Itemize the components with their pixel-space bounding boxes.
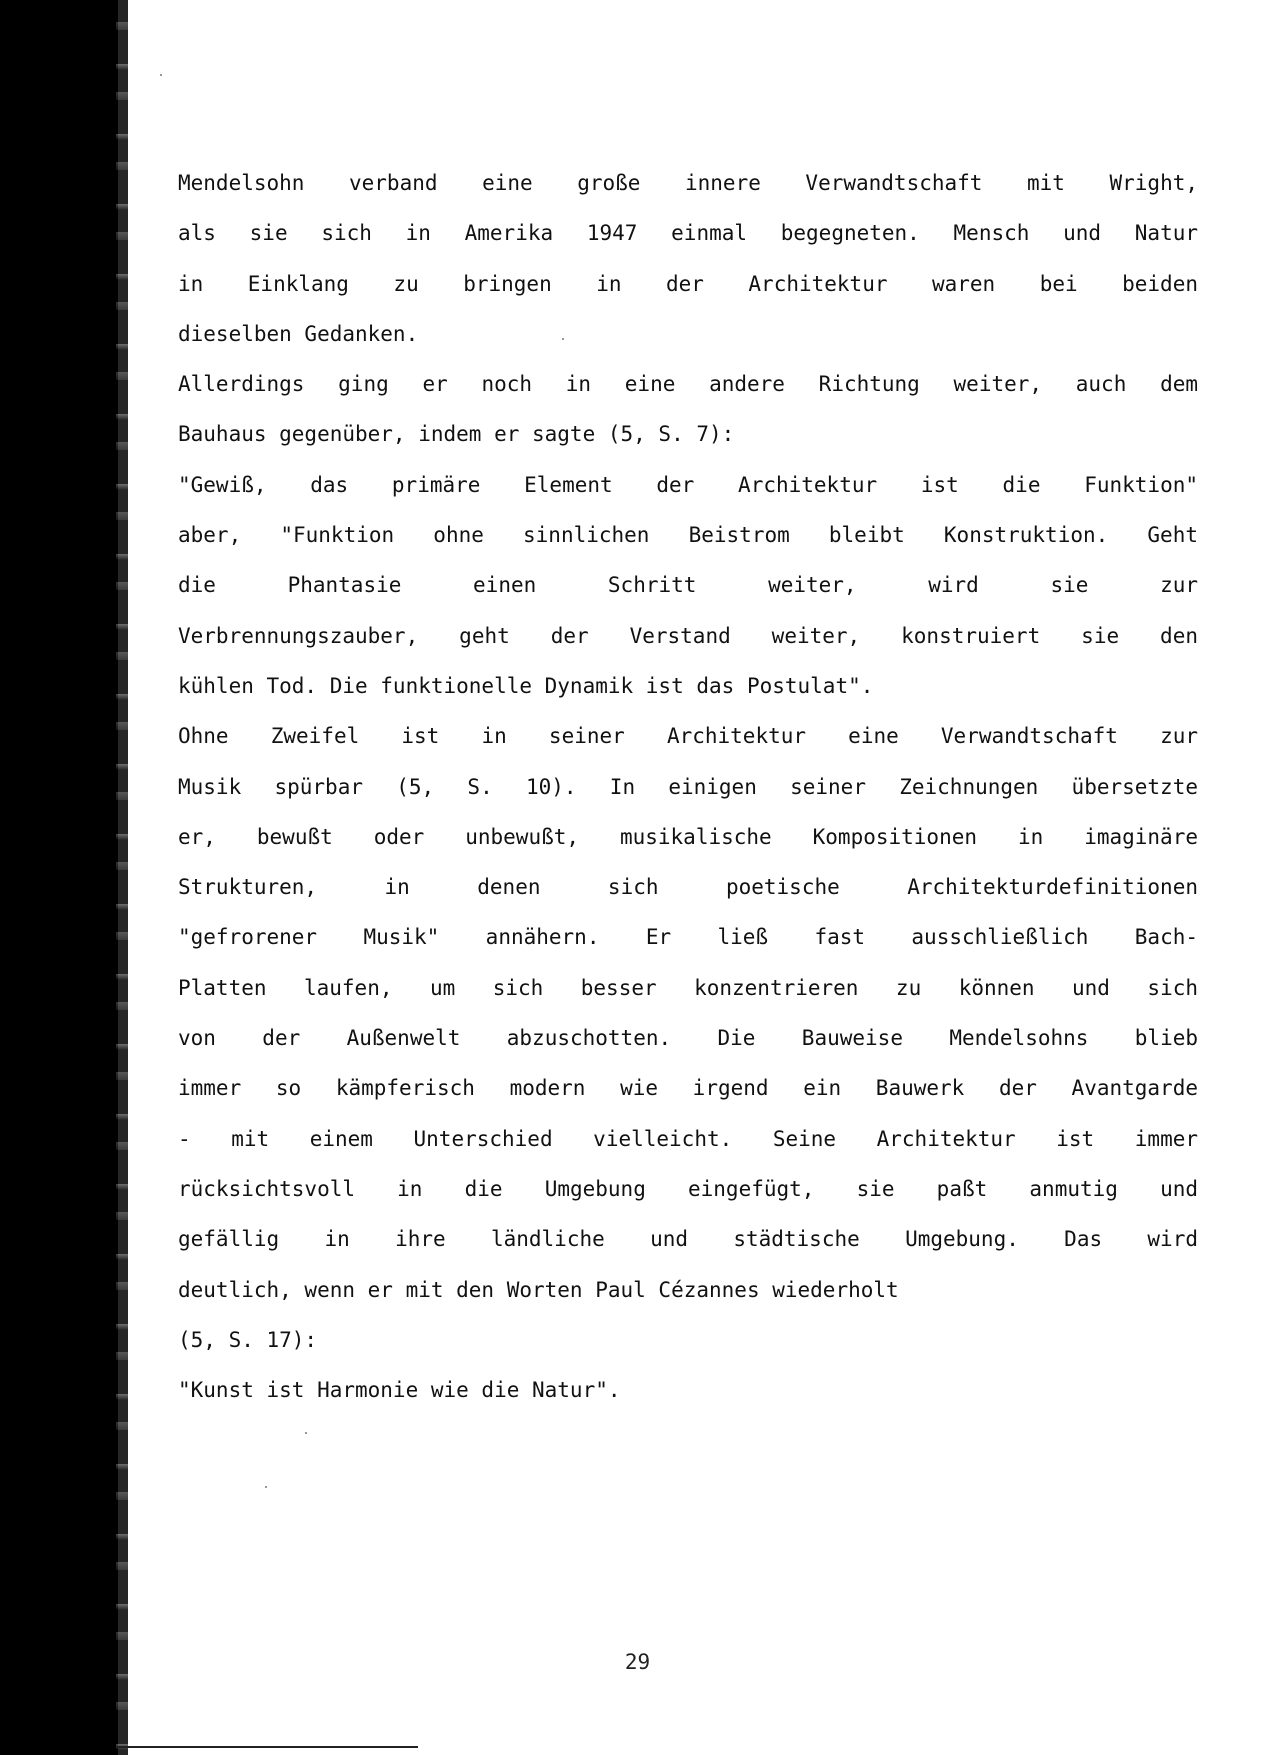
text-line: als sie sich in Amerika 1947 einmal begegneten. Mensch und Natur: [178, 221, 1198, 246]
text-line: aber, "Funktion ohne sinnlichen Beistrom bleibt Konstruktion. Geht: [178, 523, 1198, 548]
scan-speck: [160, 74, 162, 76]
text-line: "gefrorener Musik" annähern. Er ließ fast ausschließlich Bach-: [178, 925, 1198, 950]
text-line: (5, S. 17):: [178, 1327, 318, 1352]
text-line: er, bewußt oder unbewußt, musikalische Kompositionen in imaginäre: [178, 824, 1198, 849]
text-line: - mit einem Unterschied vielleicht. Seine Architektur ist immer: [178, 1126, 1198, 1151]
scan-binding-edge: [0, 0, 118, 1755]
page-number: 29: [624, 1650, 651, 1674]
text-line: "Gewiß, das primäre Element der Architektur ist die Funktion": [178, 472, 1198, 497]
text-line: Strukturen, in denen sich poetische Architekturdefinitionen: [178, 875, 1198, 900]
body-text: [178, 158, 1198, 1415]
text-line: kühlen Tod. Die funktionelle Dynamik ist das Postulat".: [178, 673, 874, 698]
text-line: Ohne Zweifel ist in seiner Architektur eine Verwandtschaft zur: [178, 724, 1198, 749]
text-line: deutlich, wenn er mit den Worten Paul Cézannes wiederholt: [178, 1277, 899, 1302]
text-line: Bauhaus gegenüber, indem er sagte (5, S. 7):: [178, 422, 735, 447]
text-line: in Einklang zu bringen in der Architektur waren bei beiden: [178, 271, 1198, 296]
text-line: gefällig in ihre ländliche und städtische Umgebung. Das wird: [178, 1227, 1198, 1252]
text-line: dieselben Gedanken.: [178, 321, 419, 346]
text-line: die Phantasie einen Schritt weiter, wird sie zur: [178, 573, 1198, 598]
text-line: Mendelsohn verband eine große innere Verwandtschaft mit Wright,: [178, 171, 1198, 195]
text-line: Platten laufen, um sich besser konzentrieren zu können und sich: [178, 975, 1198, 1000]
scan-speck: [305, 1432, 307, 1434]
text-line: immer so kämpferisch modern wie irgend ein Bauwerk der Avantgarde: [178, 1076, 1198, 1101]
text-line: rücksichtsvoll in die Umgebung eingefügt, sie paßt anmutig und: [178, 1176, 1198, 1201]
scan-bottom-rule: [118, 1746, 418, 1748]
scan-speck: [265, 1486, 267, 1488]
text-line: Verbrennungszauber, geht der Verstand weiter, konstruiert sie den: [178, 623, 1198, 648]
text-line: Allerdings ging er noch in eine andere Richtung weiter, auch dem: [178, 372, 1198, 397]
text-line: "Kunst ist Harmonie wie die Natur".: [178, 1378, 621, 1403]
text-line: Musik spürbar (5, S. 10). In einigen seiner Zeichnungen übersetzte: [178, 774, 1198, 799]
text-line: von der Außenwelt abzuschotten. Die Bauweise Mendelsohns blieb: [178, 1026, 1198, 1051]
